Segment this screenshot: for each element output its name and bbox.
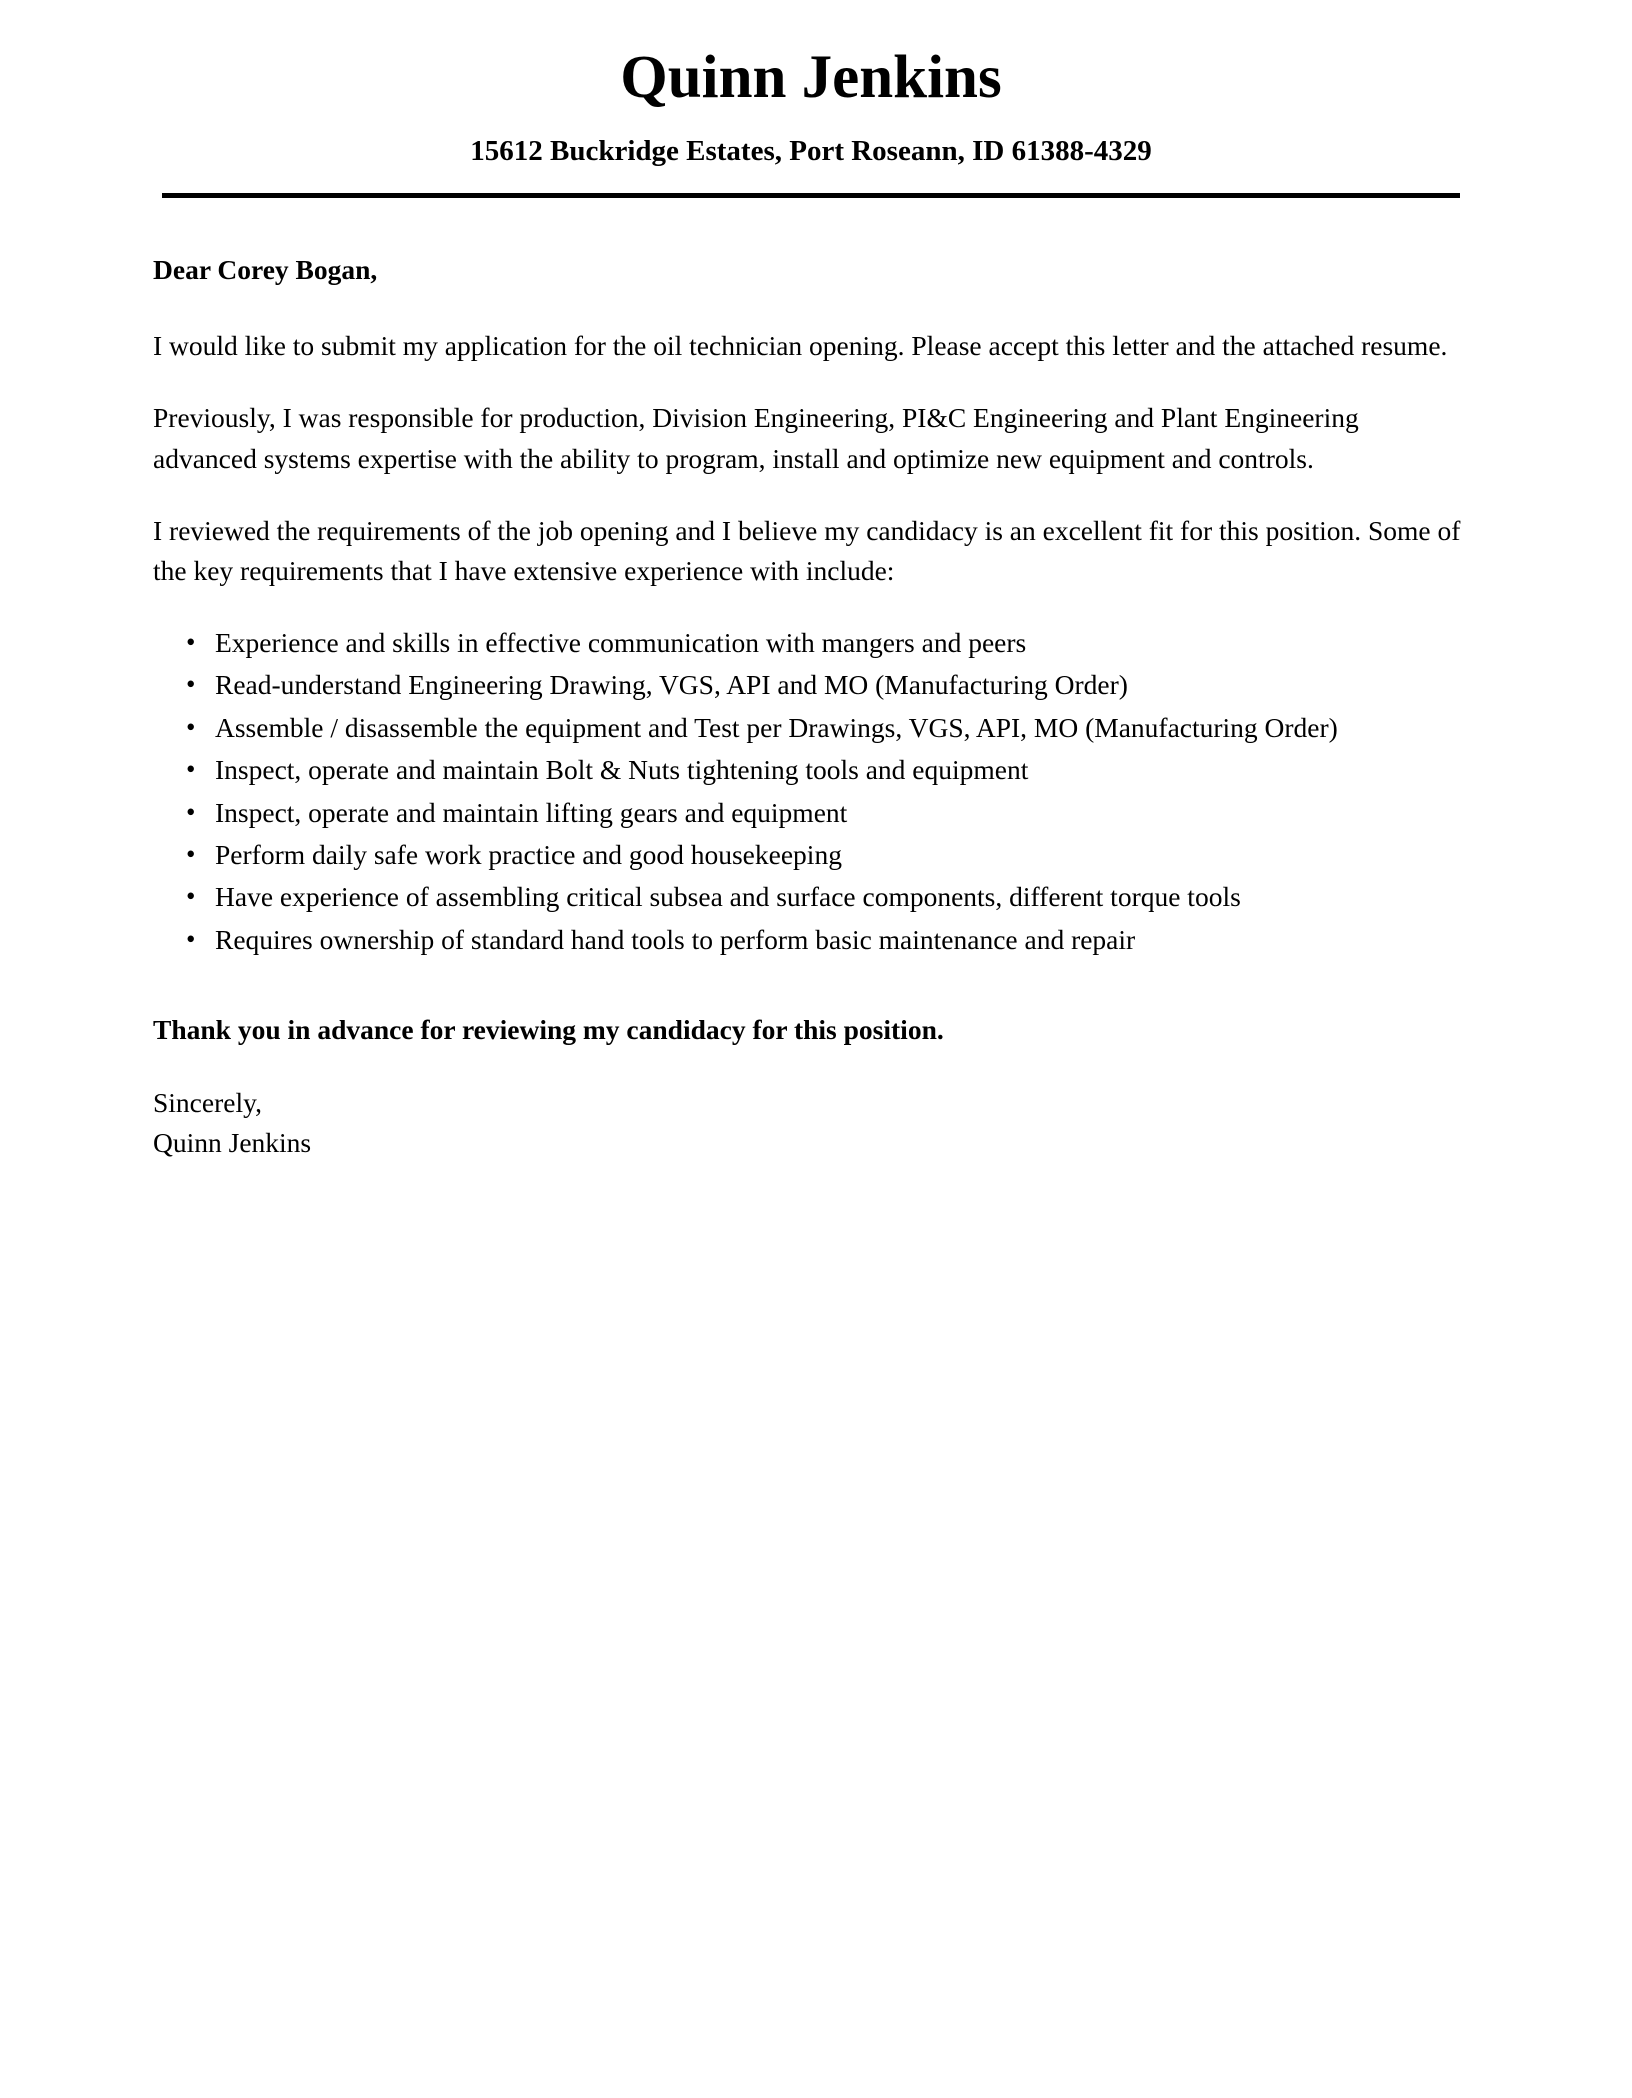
list-item-label: Have experience of assembling critical subsea and surface components, different torque tools xyxy=(215,881,1241,913)
list-item-label: Assemble / disassemble the equipment and Test per Drawings, VGS, API, MO (Manufacturing Order) xyxy=(215,711,1338,743)
signature-name: Quinn Jenkins xyxy=(153,1127,312,1159)
list-item xyxy=(174,920,1469,960)
list-item xyxy=(174,665,1469,705)
list-item xyxy=(174,750,1469,790)
paragraph-experience: Previously, I was responsible for production, Division Engineering, PI&C Engineering and Plant Engineering advanced systems expertise with the ability to program, install and optimize new equipment and controls. xyxy=(153,402,1359,474)
bullet-icon: • xyxy=(186,711,196,742)
list-item-label: Perform daily safe work practice and good housekeeping xyxy=(215,839,842,871)
bullet-icon: • xyxy=(186,626,196,657)
qualifications-list xyxy=(153,623,1469,960)
paragraph-requirements-lead-in: I reviewed the requirements of the job opening and I believe my candidacy is an excellent fit for this position. Some of the key requirements that I have extensive experience with include: xyxy=(153,514,1461,586)
list-item-label: Read-understand Engineering Drawing, VGS, API and MO (Manufacturing Order) xyxy=(215,669,1128,701)
paragraph-intro: I would like to submit my application for the oil technician opening. Please accept this letter and the attached resume. xyxy=(153,330,1448,362)
applicant-address: 15612 Buckridge Estates, Port Roseann, ID 61388-4329 xyxy=(470,135,1152,168)
list-item xyxy=(174,708,1469,748)
list-item-label: Inspect, operate and maintain Bolt & Nuts tightening tools and equipment xyxy=(215,754,1029,786)
letter-body xyxy=(153,198,1469,1163)
bullet-icon: • xyxy=(186,796,196,827)
bullet-icon: • xyxy=(186,923,196,954)
list-item xyxy=(174,793,1469,833)
list-item xyxy=(174,835,1469,875)
list-item-label: Inspect, operate and maintain lifting gears and equipment xyxy=(215,796,848,828)
bullet-icon: • xyxy=(186,669,196,700)
bullet-icon: • xyxy=(186,881,196,912)
bullet-icon: • xyxy=(186,839,196,870)
list-item xyxy=(174,623,1469,663)
closing-thanks: Thank you in advance for reviewing my candidacy for this position. xyxy=(153,1014,944,1046)
bullet-icon: • xyxy=(186,754,196,785)
list-item xyxy=(174,877,1469,917)
applicant-name: Quinn Jenkins xyxy=(620,44,1002,111)
signoff: Sincerely, xyxy=(153,1087,262,1119)
letterhead xyxy=(153,0,1469,198)
list-item-label: Requires ownership of standard hand tools to perform basic maintenance and repair xyxy=(215,923,1136,955)
salutation: Dear Corey Bogan, xyxy=(153,254,378,286)
list-item-label: Experience and skills in effective communication with mangers and peers xyxy=(215,626,1027,658)
